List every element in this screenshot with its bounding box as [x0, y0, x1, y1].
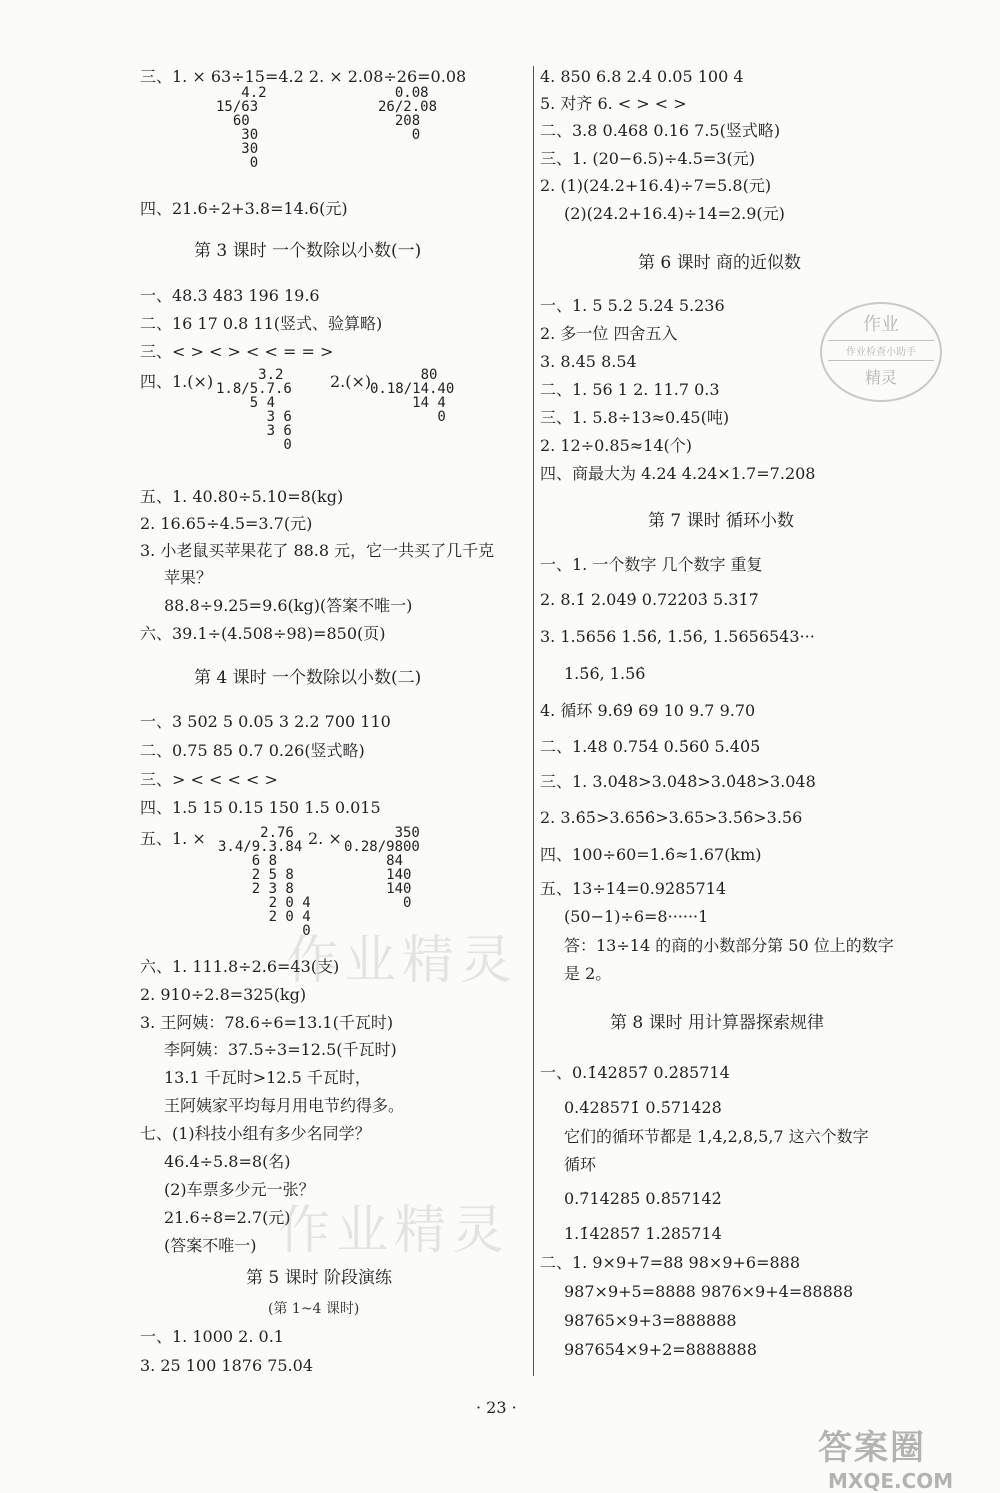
answer-line: 2. 12÷0.85≈14(个): [540, 436, 692, 455]
answer-line: 一、1. 5 5.2 5.24 5.236: [540, 296, 725, 315]
answer-line: 李阿姨：37.5÷3=12.5(千瓦时): [164, 1040, 397, 1059]
answer-line: 3. 小老鼠买苹果花了 88.8 元，它一共买了几千克: [140, 541, 495, 560]
long-division-1: 4.2 15/63 60 30 30 0: [216, 85, 267, 171]
watermark-text: 作业精灵: [278, 1201, 511, 1261]
answer-line: 二、16 17 0.8 11(竖式、验算略): [140, 314, 383, 333]
answer-line: 三、1. 5.8÷13≈0.45(吨): [540, 408, 730, 427]
answer-line: (50−1)÷6=8······1: [564, 907, 709, 926]
answer-line: 一、3 502 5 0.05 3 2.2 700 110: [140, 712, 391, 731]
long-division-5: 2.76 3.4/9.3.84 6 8 2 5 8 2 3 8 2 0 4 2 0 4 0: [218, 825, 311, 939]
answer-line: 循环: [564, 1155, 597, 1174]
watermark-text: 作业精灵: [286, 931, 519, 991]
section-heading-lesson-3: 第 3 课时 一个数除以小数(一): [194, 241, 422, 261]
answer-line: 答：13÷14 的商的小数部分第 50 位上的数字: [564, 936, 894, 955]
answer-line: 四、1.5 15 0.15 150 1.5 0.015: [140, 798, 381, 817]
answer-line: 2. 910÷2.8=325(kg): [140, 985, 307, 1004]
answer-line: 3. 王阿姨：78.6÷6=13.1(千瓦时): [140, 1013, 394, 1032]
answer-line: 2. (1)(24.2+16.4)÷7=5.8(元): [540, 176, 772, 195]
answer-line: 2.(×): [330, 372, 372, 391]
answer-line: 0.4̇28571̇ 0.5̇71428̇: [564, 1098, 722, 1117]
section-heading-lesson-8: 第 8 课时 用计算器探索规律: [610, 1013, 825, 1033]
answer-line: 三、> < < < < >: [140, 770, 278, 789]
answer-line: 四、100÷60=1.6̇≈1.67(km): [540, 845, 762, 864]
answer-line: 四、1.(×): [140, 372, 214, 391]
answer-line: 六、1. 111.8÷2.6=43(支): [140, 957, 340, 976]
long-division-4: 80 0.18/14.40 14 4 0: [370, 367, 455, 425]
answer-line: 七、(1)科技小组有多少名同学？: [140, 1124, 371, 1143]
answer-line: 98765×9+3=888888: [564, 1311, 737, 1330]
answer-line: 4. 循环 9.6̇9̇ 69 10 9.7 9.70: [540, 701, 756, 720]
answer-line: 二、0.75 85 0.7 0.26(竖式略): [140, 741, 365, 760]
answer-line: 一、0.1̇42857̇ 0.2̇85714̇: [540, 1063, 730, 1082]
answer-line: 六、39.1÷(4.508÷98)=850(页): [140, 624, 386, 643]
answer-line: 王阿姨家平均每月用电节约得多。: [164, 1096, 405, 1115]
page-number: · 23 ·: [476, 1398, 517, 1417]
answer-line: 1.1̇42857̇ 1.2̇85714̇: [564, 1224, 722, 1243]
answer-line: 一、1. 一个数字 几个数字 重复: [540, 555, 763, 574]
answer-line: 五、1. 40.80÷5.10=8(kg): [140, 487, 344, 506]
answer-line: 1.5̇6̇, 1.5̇6̇: [564, 664, 646, 683]
answer-line: 2. 多一位 四舍五入: [540, 324, 678, 343]
answer-line: 987×9+5=8888 9876×9+4=88888: [564, 1282, 854, 1301]
answer-line: 一、48.3 483 196 19.6: [140, 286, 320, 305]
answer-line: 3. 1.5656 1.5̇6̇, 1.5̇6̇, 1.5656543···: [540, 627, 815, 646]
answer-line: 二、3.8 0.468 0.16 7.5(竖式略): [540, 121, 781, 140]
answer-line: (答案不唯一): [164, 1236, 257, 1255]
answer-line: 三、1. 3.048>3.04̇8̇>3.0̇48̇>3.048: [540, 772, 816, 791]
answer-line: 21.6÷8=2.7(元): [164, 1208, 291, 1227]
answer-line: 三、1. (20−6.5)÷4.5=3(元): [540, 149, 755, 168]
answer-line: 3. 8.45 8.54: [540, 352, 637, 371]
long-division-3: 3.2 1.8/5.7.6 5 4 3 6 3 6 0: [216, 367, 292, 453]
answer-line: 987654×9+2=8888888: [564, 1340, 757, 1359]
section-heading-lesson-7: 第 7 课时 循环小数: [648, 511, 795, 531]
answer-line: 2. 3.6̇5̇>3.65̇6̇>3.65>3.5̇6̇>3.5̇6: [540, 808, 803, 827]
answer-line: 是 2。: [564, 964, 612, 983]
section-heading-lesson-5: 第 5 课时 阶段演练: [246, 1268, 393, 1288]
answer-line: 13.1 千瓦时>12.5 千瓦时，: [164, 1068, 371, 1087]
section-heading-lesson-4: 第 4 课时 一个数除以小数(二): [194, 668, 422, 688]
answer-line: 五、13÷14=0.92̇85714̇: [540, 879, 727, 898]
answer-line: 4. 850 6.8 2.4 0.05 100 4: [540, 67, 744, 86]
answer-line: 四、21.6÷2+3.8=14.6(元): [140, 199, 348, 218]
answer-line: 3. 25 100 1876 75.04: [140, 1356, 314, 1375]
answer-line: 46.4÷5.8=8(名): [164, 1152, 291, 1171]
answer-line: 二、1.48 0.75̇4̇ 0.5̇60̇ 5.40̇5̇: [540, 737, 761, 756]
answer-line: 88.8÷9.25=9.6(kg)(答案不唯一): [164, 596, 413, 615]
answer-line: 一、1. 1000 2. 0.1: [140, 1327, 284, 1346]
column-divider: [533, 66, 534, 1376]
answer-line: 2. ×: [308, 829, 342, 848]
watermark-stamp: 作业 作业检查小助手 精灵: [820, 302, 942, 402]
answer-line: 它们的循环节都是 1,4,2,8,5,7 这六个数字: [564, 1127, 869, 1146]
section-subheading: (第 1~4 课时): [268, 1301, 360, 1317]
answer-line: 二、1. 56 1 2. 11.7 0.3: [540, 380, 720, 399]
answer-line: 三、1. × 63÷15=4.2 2. × 2.08÷26=0.08: [140, 67, 467, 86]
answer-line: 苹果？: [164, 568, 213, 587]
answer-line: 5. 对齐 6. < > < >: [540, 94, 687, 113]
answer-line: 2. 8.1̇ 2.04̇9̇ 0.722̇03̇ 5.31̇7̇: [540, 590, 759, 609]
long-division-6: 350 0.28/9800 84 140 140 0: [344, 825, 420, 911]
answer-line: (2)车票多少元一张？: [164, 1180, 315, 1199]
answer-line: 三、< > < > < < = = >: [140, 342, 334, 361]
answer-line: 2. 16.65÷4.5=3.7(元): [140, 514, 313, 533]
answer-line: 五、1. ×: [140, 829, 206, 848]
long-division-2: 0.08 26/2.08 208 0: [378, 85, 438, 143]
answer-line: 四、商最大为 4.24 4.24×1.7=7.208: [540, 464, 816, 483]
site-logo: 答案圈 MXQE.COM: [818, 1428, 954, 1493]
answer-line: 0.7̇14285̇ 0.8̇57142̇: [564, 1189, 722, 1208]
answer-line: (2)(24.2+16.4)÷14=2.9(元): [564, 204, 785, 223]
answer-line: 二、1. 9×9+7=88 98×9+6=888: [540, 1253, 801, 1272]
section-heading-lesson-6: 第 6 课时 商的近似数: [638, 253, 802, 273]
